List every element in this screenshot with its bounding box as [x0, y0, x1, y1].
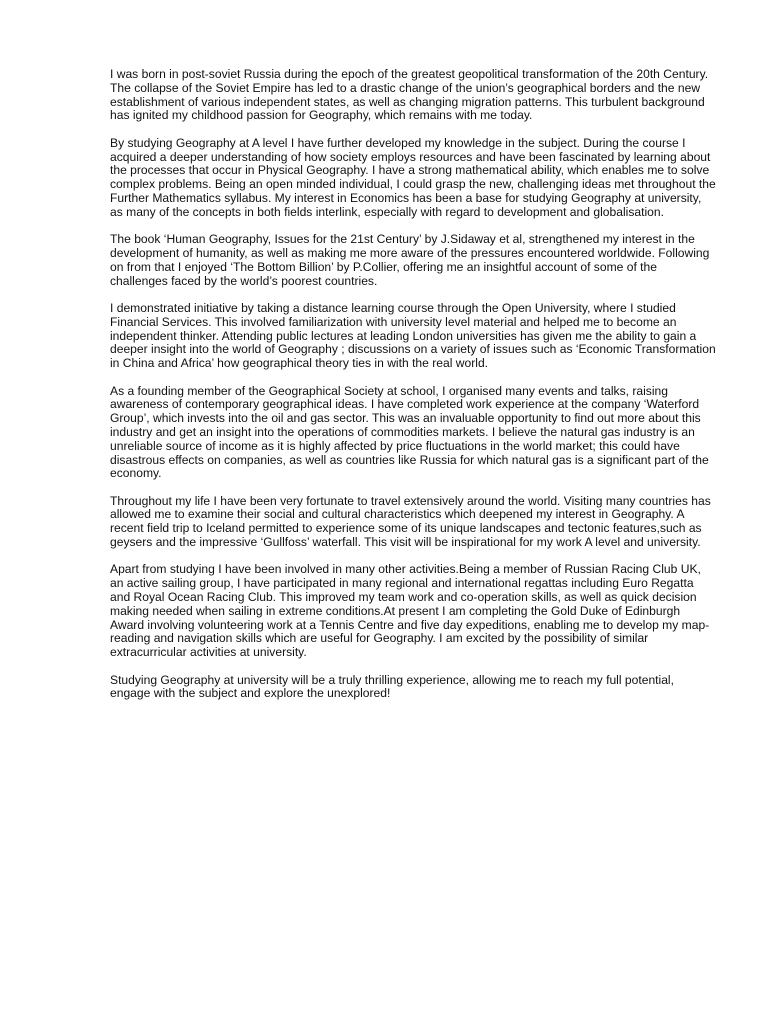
- document-body: [110, 68, 716, 715]
- paragraph-activities: Apart from studying I have been involved in many other activities.Being a member of Russian Racing Club UK, an active sailing group, I have participated in many regional and international regattas including Euro Regatta and Royal Ocean Racing Club. This improved my team work and co-operation skills, as well as quick decision making needed when sailing in extreme conditions.At present I am completing the Gold Duke of Edinburgh Award involving volunteering work at a Tennis Centre and five day expeditions, enabling me to develop my map-reading and navigation skills which are useful for Geography. I am excited by the possibility of similar extracurricular activities at university.: [110, 562, 710, 660]
- paragraph-travel: Throughout my life I have been very fortunate to travel extensively around the world. Visiting many countries has allowed me to examine their social and cultural characteristics which deepened my interest in Geography. A recent field trip to Iceland permitted to experience some of its unique landscapes and tectonic features,such as geysers and the impressive ‘Gullfoss’ waterfall. This visit will be inspirational for my work A level and university.: [110, 493, 711, 550]
- paragraph-a-level: By studying Geography at A level I have further developed my knowledge in the subject. During the course I acquired a deeper understanding of how society employs resources and have been fascinated by learning about the processes that occur in Physical Geography. I have a strong mathematical ability, which enables me to solve complex problems. Being an open minded individual, I could grasp the new, challenging ideas met throughout the Further Mathematics syllabus. My interest in Economics has been a base for studying Geography at university, as many of the concepts in both fields interlink, especially with regard to development and globalisation.: [110, 135, 716, 219]
- paragraph-reading: The book ‘Human Geography, Issues for the 21st Century’ by J.Sidaway et al, strengthened my interest in the development of humanity, as well as making me more aware of the pressures encountered worldwide. Following on from that I enjoyed ‘The Bottom Billion’ by P.Collier, offering me an insightful account of some of the challenges faced by the world’s poorest countries.: [110, 232, 710, 288]
- paragraph-geographical-society: As a founding member of the Geographical Society at school, I organised many events and talks, raising awareness of contemporary geographical ideas. I have completed work experience at the company ‘Waterford Group’, which invests into the oil and gas sector. This was an invaluable opportunity to find out more about this industry and get an insight into the operations of commodities markets. I believe the natural gas industry is an unreliable source of income as it is highly affected by price fluctuations in the world market; this could have disastrous effects on companies, as well as countries like Russia for which natural gas is a significant part of the economy.: [110, 383, 709, 481]
- paragraph-conclusion: Studying Geography at university will be a truly thrilling experience, allowing me to reach my full potential, engage with the subject and explore the unexplored!: [110, 672, 674, 701]
- paragraph-origin: I was born in post-soviet Russia during the epoch of the greatest geopolitical transformation of the 20th Century. The collapse of the Soviet Empire has led to a drastic change of the union’s geographical borders and the new establishment of various independent states, as well as changing migration patterns. This turbulent background has ignited my childhood passion for Geography, which remains with me today.: [110, 67, 709, 123]
- paragraph-initiative: I demonstrated initiative by taking a distance learning course through the Open University, where I studied Financial Services. This involved familiarization with university level material and helped me to become an independent thinker. Attending public lectures at leading London universities has given me the ability to gain a deeper insight into the world of Geography ; discussions on a variety of issues such as ‘Economic Transformation in China and Africa’ how geographical theory ties in with the real world.: [110, 300, 716, 371]
